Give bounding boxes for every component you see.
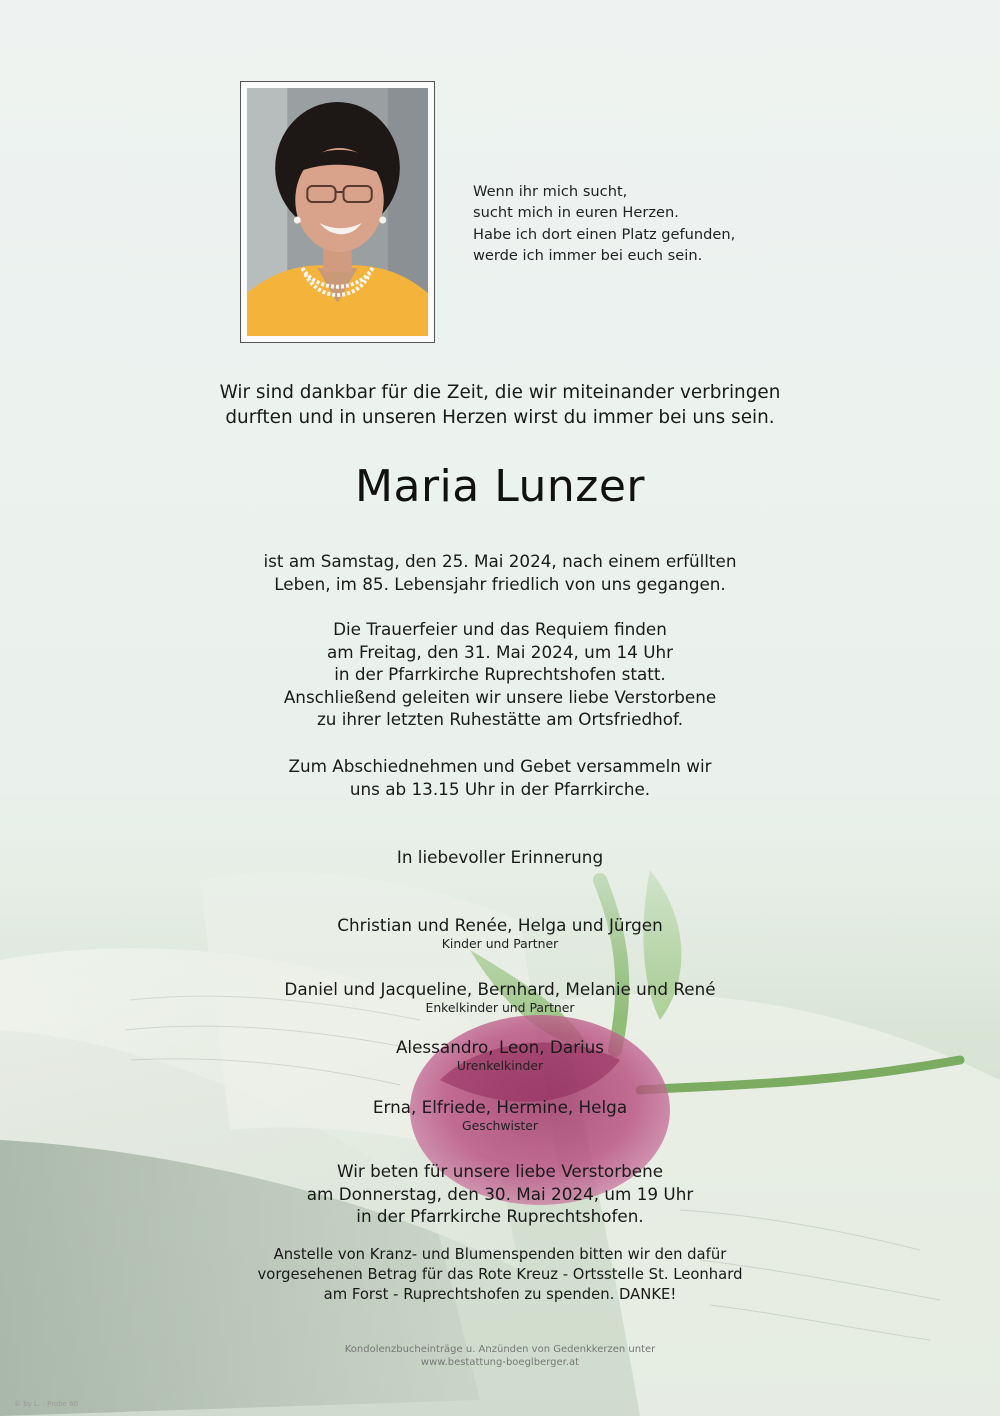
portrait-frame: [240, 81, 435, 343]
family-group: [0, 914, 1000, 952]
family-names: Daniel und Jacqueline, Bernhard, Melanie und René: [284, 979, 716, 999]
ceremony-line: in der Pfarrkirche Ruprechtshofen statt.: [334, 664, 666, 684]
footer-url-link[interactable]: www.bestattung-boeglberger.at: [420, 1357, 580, 1368]
gathering-details: [0, 755, 1000, 800]
family-group: [0, 1096, 1000, 1134]
family-group: [0, 1036, 1000, 1074]
gathering-line: Zum Abschiednehmen und Gebet versammeln wir: [288, 756, 712, 776]
poem-line: Habe ich dort einen Platz gefunden,: [473, 225, 736, 243]
portrait-photo: [247, 88, 428, 336]
poem-line: werde ich immer bei euch sein.: [473, 246, 703, 264]
gratitude-line: Wir sind dankbar für die Zeit, die wir miteinander verbringen: [219, 382, 781, 403]
gratitude-text: [0, 380, 1000, 430]
gathering-line: uns ab 13.15 Uhr in der Pfarrkirche.: [349, 778, 651, 799]
footer-text: Kondolenzbucheinträge u. Anzünden von Gedenkkerzen unter: [344, 1344, 656, 1355]
family-role: Urenkelkinder: [456, 1058, 544, 1073]
family-names: Christian und Renée, Helga und Jürgen: [337, 915, 663, 935]
donation-line: Anstelle von Kranz- und Blumenspenden bitten wir den dafür: [273, 1246, 727, 1263]
poem-line: Wenn ihr mich sucht,: [473, 183, 628, 200]
ceremony-line: am Freitag, den 31. Mai 2024, um 14 Uhr: [326, 641, 674, 662]
poem-line: sucht mich in euren Herzen.: [473, 204, 679, 222]
prayer-details: [0, 1160, 1000, 1228]
donation-line: am Forst - Ruprechtshofen zu spenden. DANKE!: [323, 1286, 677, 1303]
gratitude-line: durften und in unseren Herzen wirst du immer bei uns sein.: [225, 407, 775, 428]
family-group: [0, 978, 1000, 1016]
prayer-line: Wir beten für unsere liebe Verstorbene: [336, 1161, 664, 1181]
deceased-name: Maria Lunzer: [355, 461, 645, 512]
ceremony-line: zu ihrer letzten Ruhestätte am Ortsfriedhof.: [316, 709, 684, 729]
family-names: Alessandro, Leon, Darius: [395, 1037, 605, 1057]
footer: [0, 1343, 1000, 1369]
death-notice: [0, 550, 1000, 595]
family-role: Kinder und Partner: [441, 936, 559, 951]
memory-heading: In liebevoller Erinnerung: [396, 847, 604, 867]
poem: [473, 181, 793, 266]
death-notice-line: Leben, im 85. Lebensjahr friedlich von uns gegangen.: [274, 573, 726, 594]
family-names: Erna, Elfriede, Hermine, Helga: [372, 1097, 628, 1117]
family-role: Enkelkinder und Partner: [425, 1000, 575, 1015]
print-mark: © by L. - Probe 60: [14, 1400, 79, 1408]
ceremony-line: Anschließend geleiten wir unsere liebe Verstorbene: [283, 686, 717, 707]
donation-line: vorgesehenen Betrag für das Rote Kreuz - Ortsstelle St. Leonhard: [257, 1266, 743, 1283]
prayer-line: in der Pfarrkirche Ruprechtshofen.: [356, 1206, 644, 1226]
ceremony-line: Die Trauerfeier und das Requiem finden: [333, 619, 667, 639]
family-role: Geschwister: [462, 1118, 538, 1133]
prayer-line: am Donnerstag, den 30. Mai 2024, um 19 Uhr: [306, 1183, 694, 1204]
ceremony-details: [0, 618, 1000, 731]
donation-request: [0, 1245, 1000, 1305]
death-notice-line: ist am Samstag, den 25. Mai 2024, nach einem erfüllten: [263, 551, 737, 571]
